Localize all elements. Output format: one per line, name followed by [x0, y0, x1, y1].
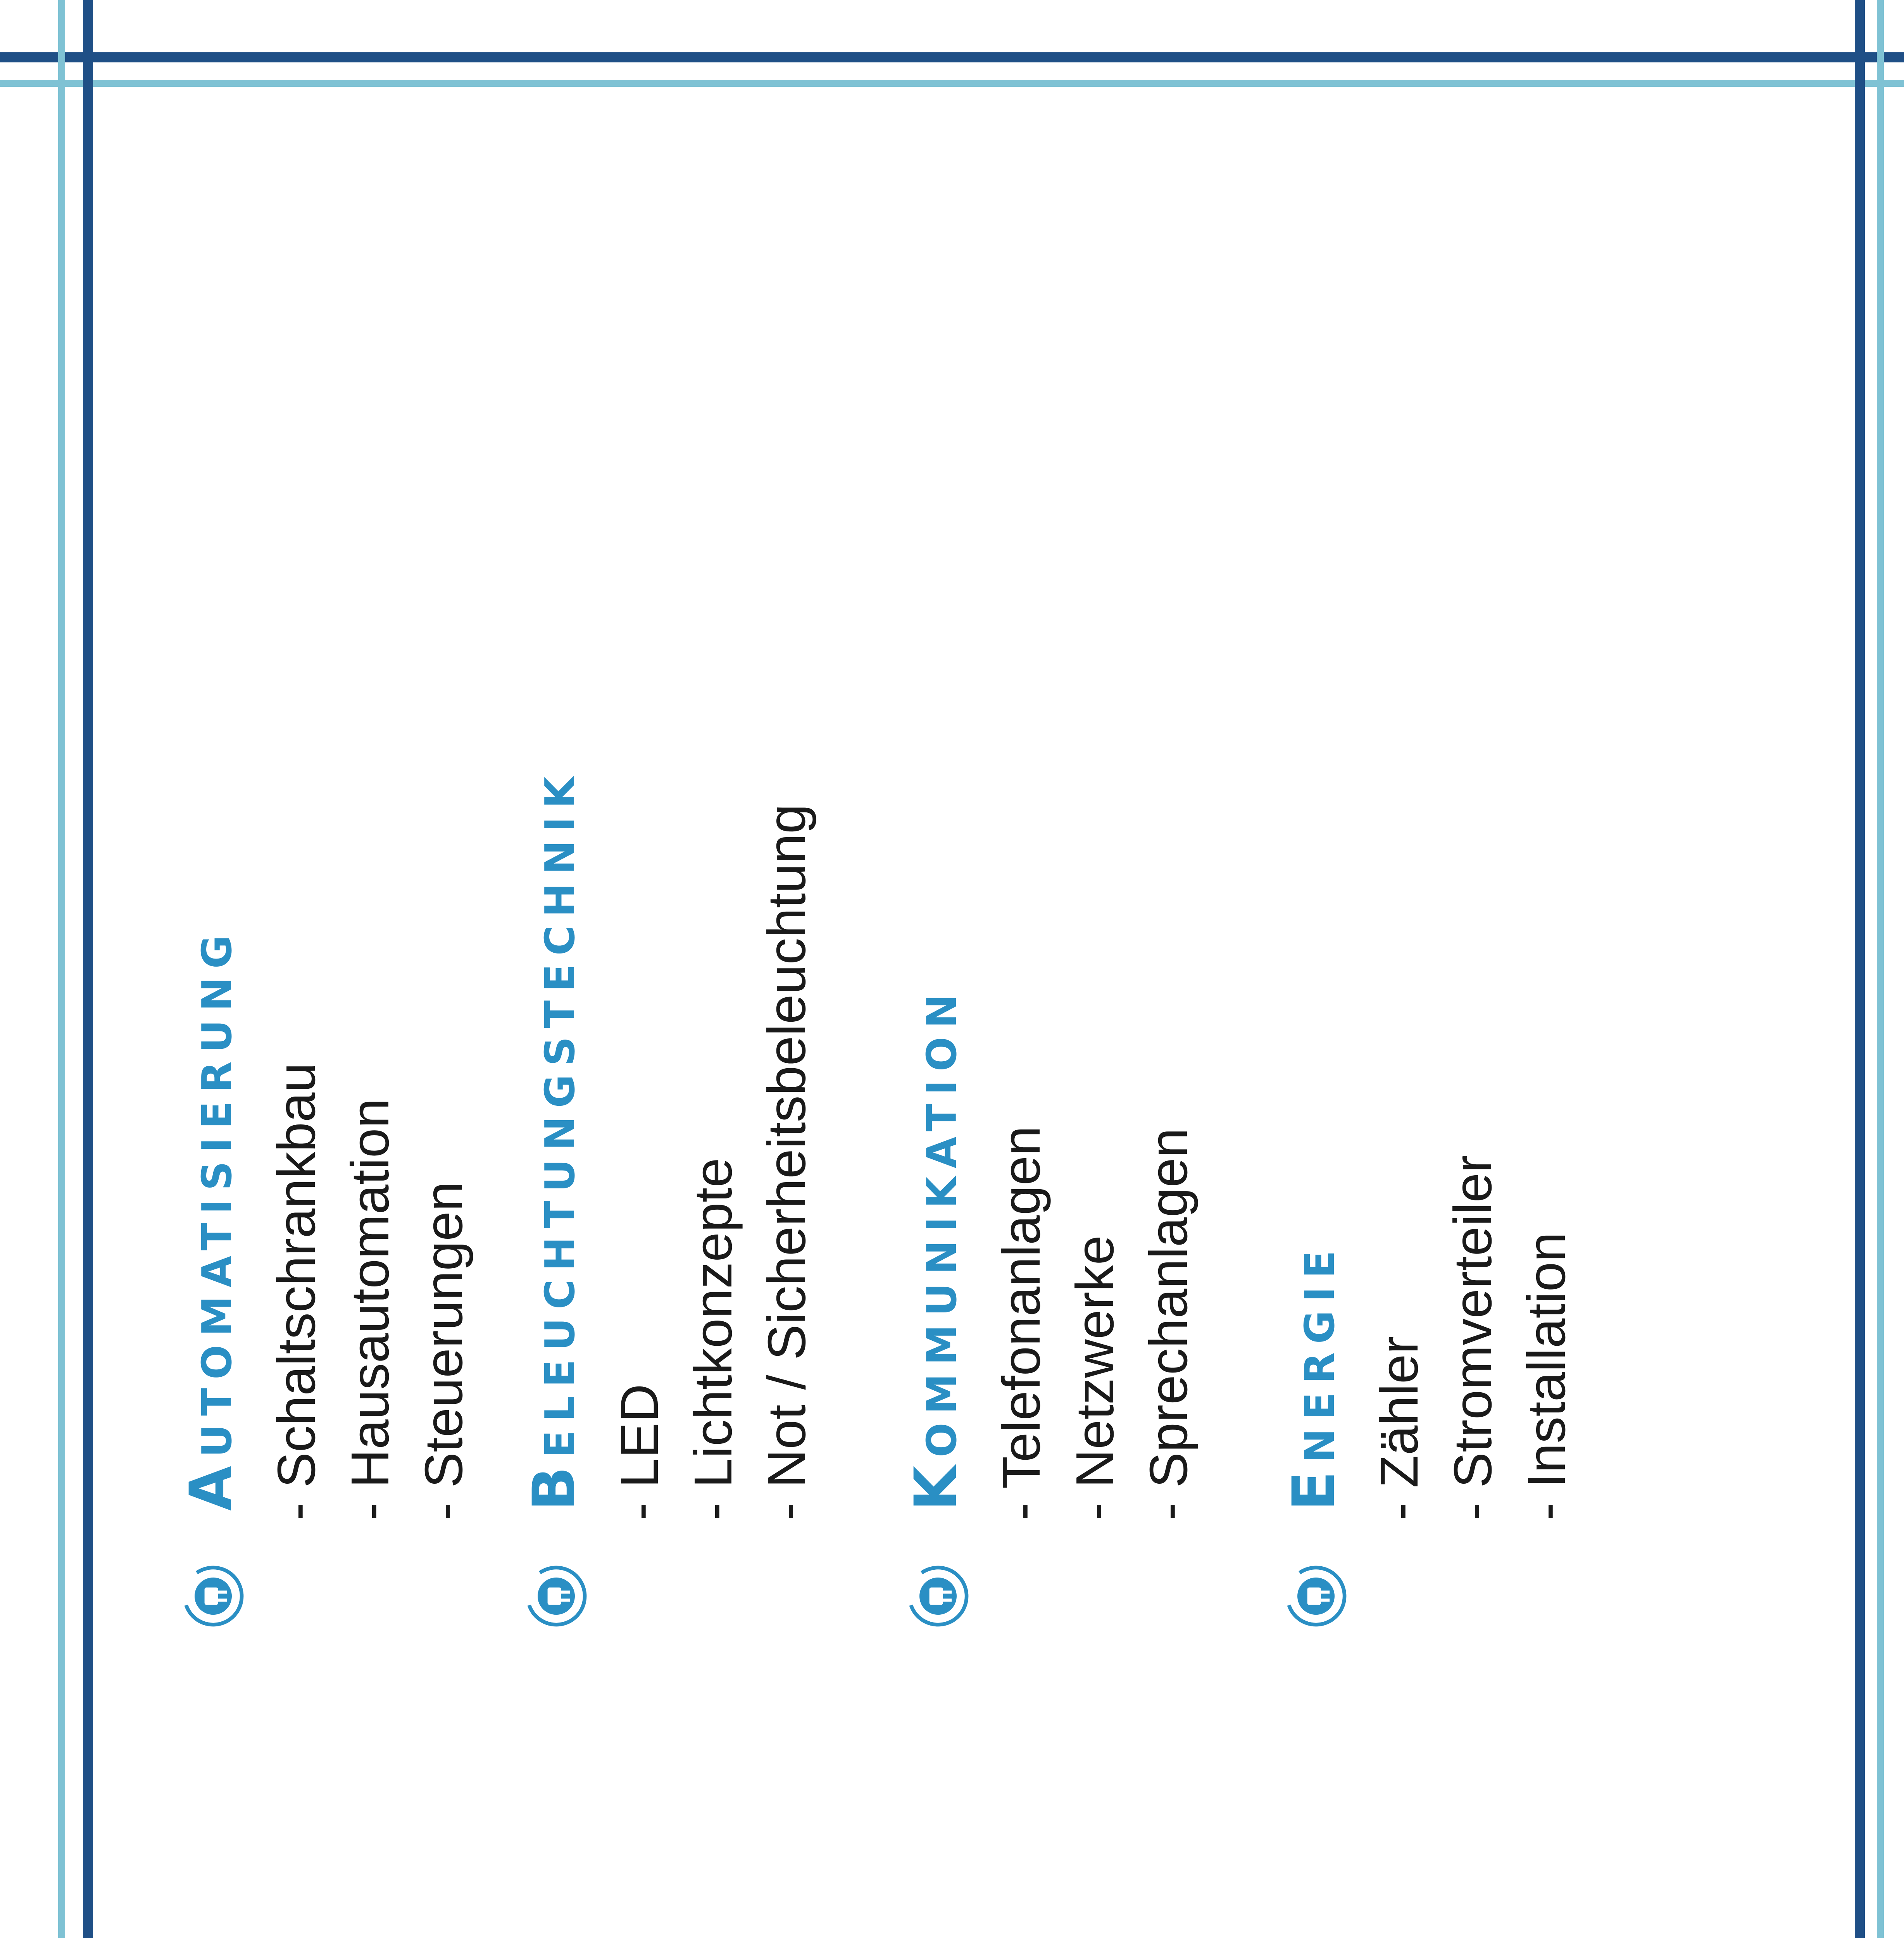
category-items — [985, 1126, 1206, 1627]
category-items — [603, 804, 824, 1627]
list-item: - Stromverteiler — [1443, 1155, 1503, 1521]
list-item: - Sprechanlagen — [1139, 1128, 1199, 1521]
list-item: - Zähler — [1369, 1336, 1429, 1521]
plug-icon — [907, 1565, 969, 1627]
category-title: Energie — [1280, 1242, 1348, 1511]
list-item: - Lichtkonzepte — [683, 1158, 743, 1521]
list-item: - Schaltschrankbau — [267, 1062, 326, 1521]
plug-icon — [182, 1565, 244, 1627]
category-title: Automatisierung — [178, 926, 245, 1511]
category-kommunikation — [902, 986, 1206, 1627]
category-items — [260, 1063, 481, 1627]
list-item: - Netzwerke — [1065, 1235, 1125, 1521]
plug-icon — [525, 1565, 587, 1627]
list-item: - Hausautomation — [340, 1098, 400, 1521]
plug-icon — [1285, 1565, 1347, 1627]
category-title: Kommunikation — [902, 986, 970, 1511]
category-beleuchtungstechnik — [521, 768, 824, 1627]
list-item: - LED — [610, 1384, 669, 1521]
category-energie — [1280, 1155, 1583, 1627]
category-items — [1362, 1155, 1583, 1627]
list-item: - Installation — [1517, 1232, 1576, 1521]
list-item: - Not / Sicherheitsbeleuchtung — [757, 804, 817, 1521]
list-item: - Steuerungen — [414, 1181, 474, 1521]
category-automatisierung — [178, 926, 481, 1627]
list-item: - Telefonanlagen — [992, 1126, 1051, 1521]
category-title: Beleuchtungstechnik — [521, 768, 588, 1511]
